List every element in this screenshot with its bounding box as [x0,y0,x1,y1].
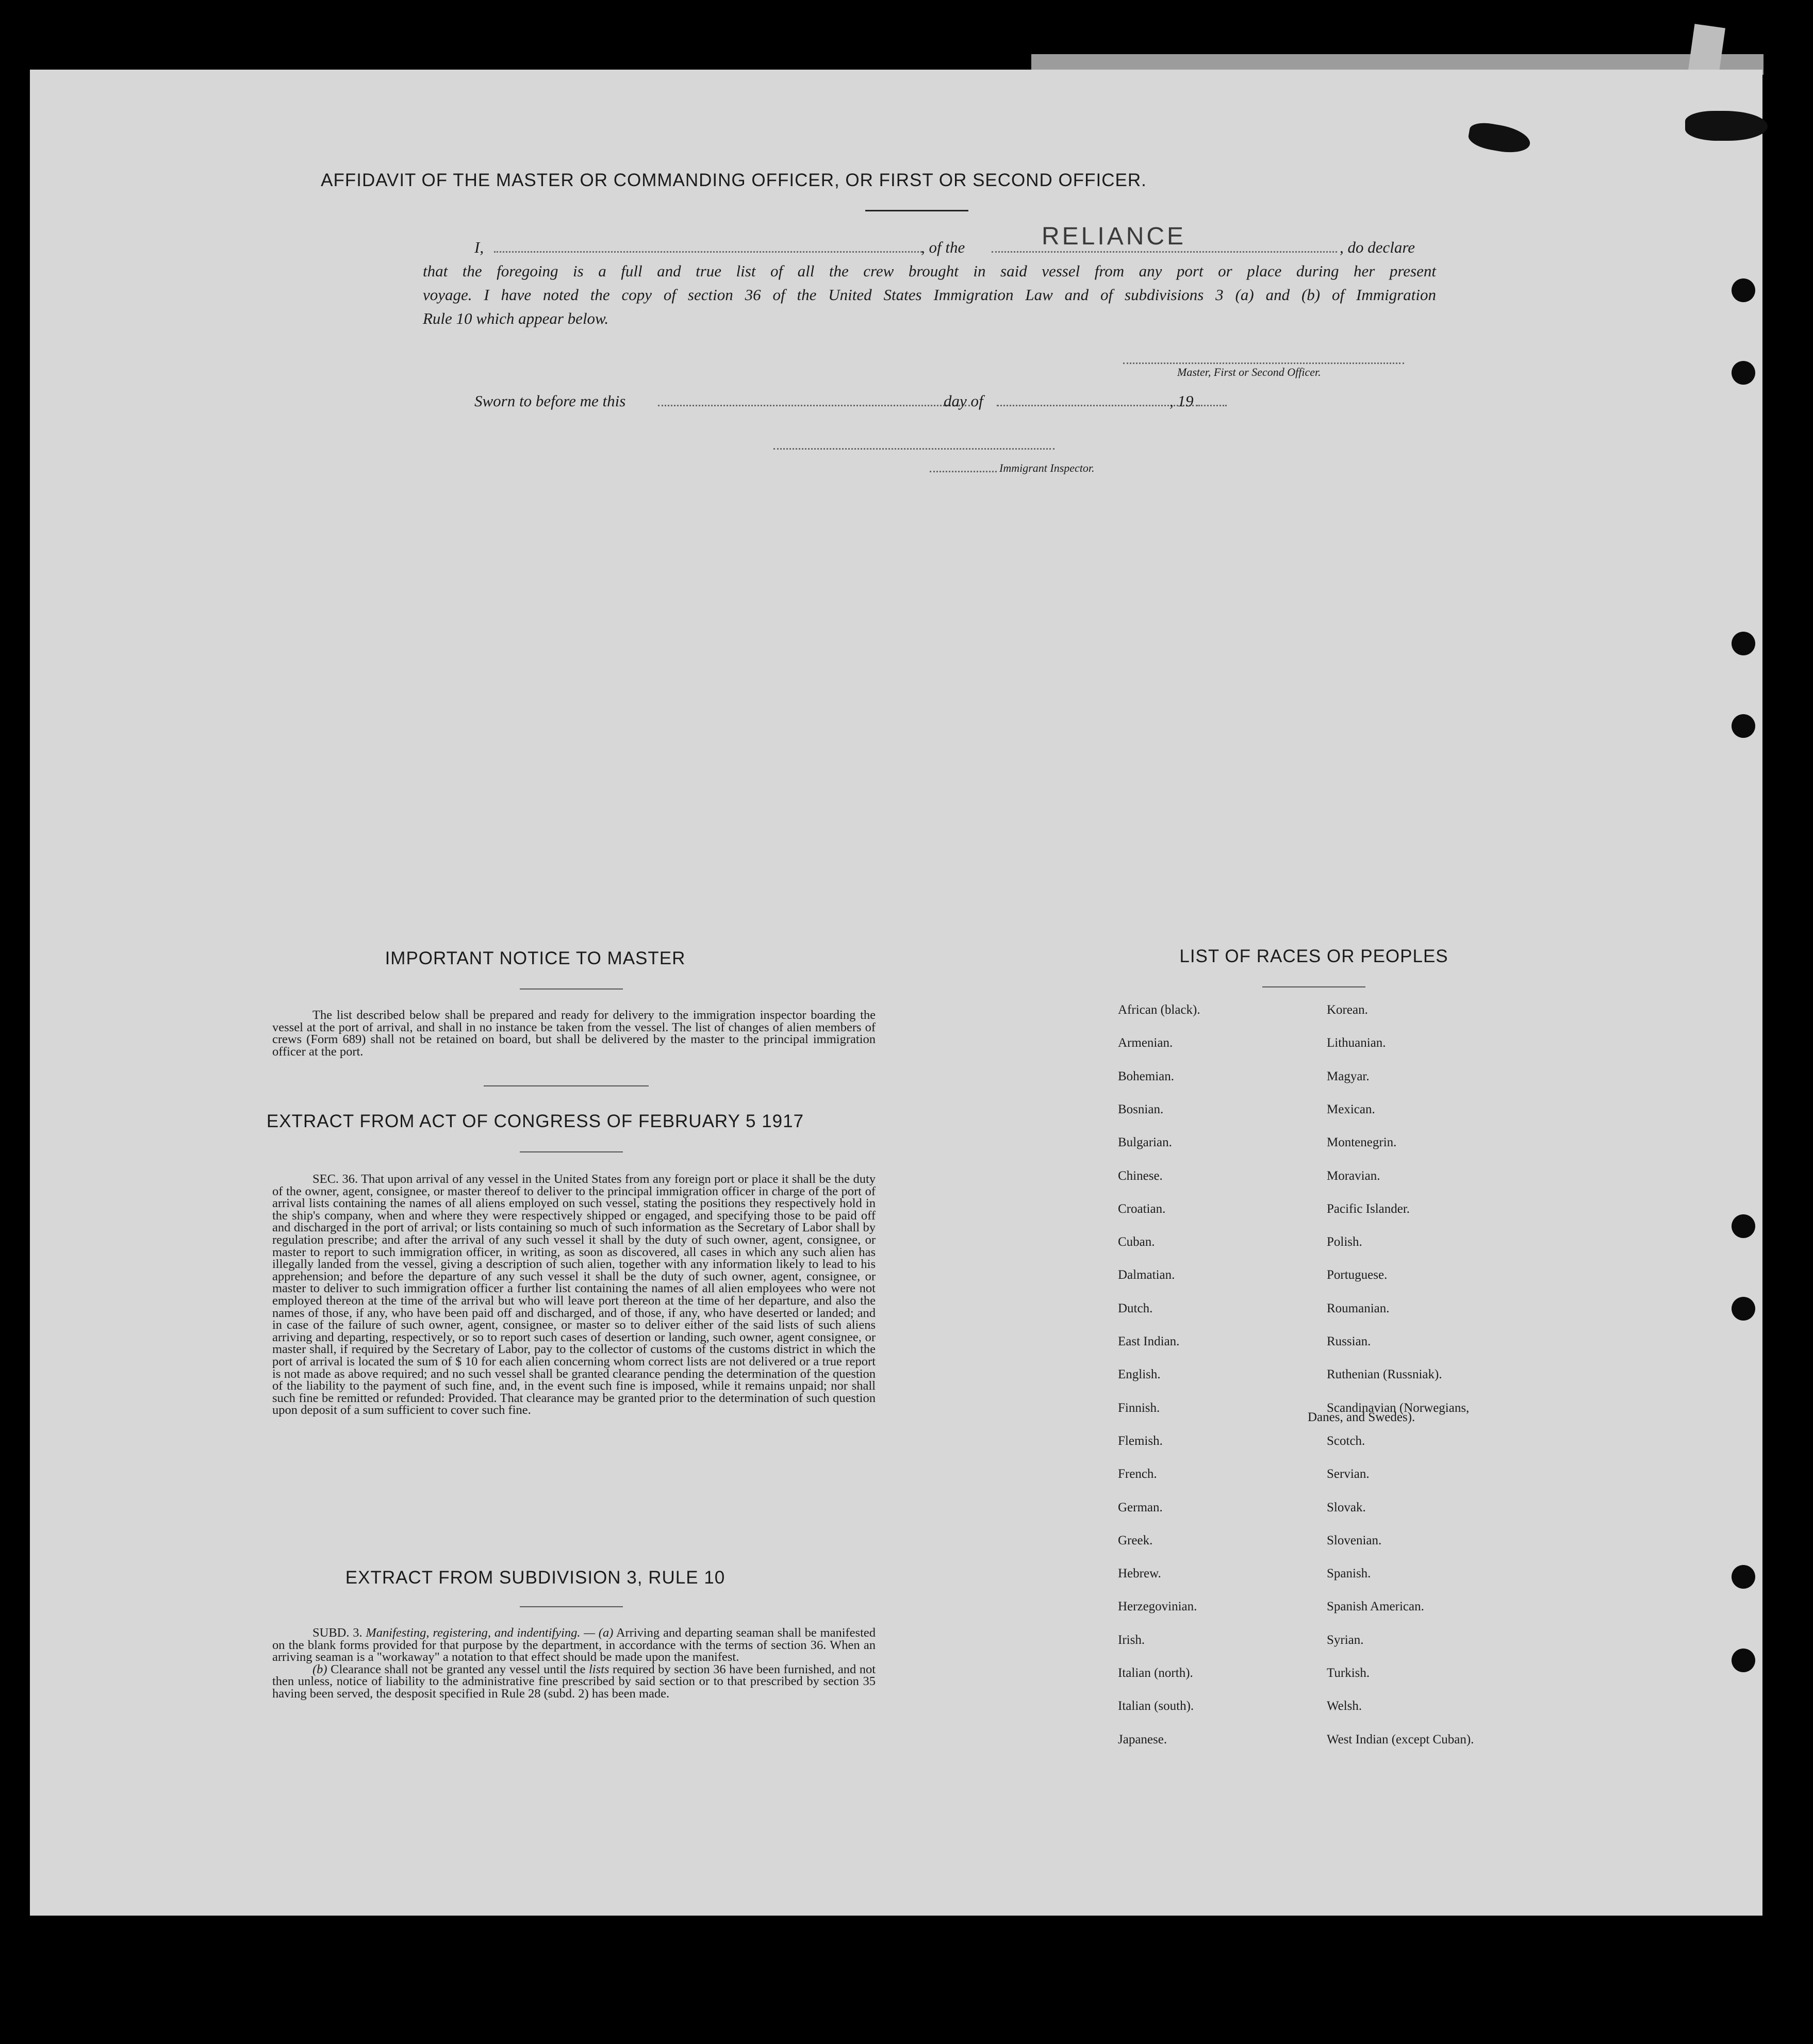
race-item: Spanish. [1327,1567,1371,1580]
notice-text [272,1009,876,1058]
extract-rule-text [272,1627,876,1700]
inspector-caption-leader [930,471,997,472]
subd-3a-paragraph [272,1627,876,1663]
race-item: Armenian. [1118,1036,1173,1050]
punch-hole [1732,632,1755,655]
race-item: Mexican. [1327,1102,1375,1116]
race-item: Servian. [1327,1467,1370,1481]
subd-3b-paragraph [272,1663,876,1700]
race-item: Finnish. [1118,1401,1160,1415]
subd-3a-lead: SUBD. 3. [312,1626,362,1640]
race-item: English. [1118,1367,1161,1381]
race-item: Roumanian. [1327,1301,1390,1315]
page-curl [1688,24,1725,74]
subd-3b-text2: required by section 36 have been furnished, and not then unless, notice of liability to the administrative fine prescribed by said section or to that prescribed by section 35 having been served, the desposit specified in Rule 28 (subd. 2) has been made. [272,1662,876,1701]
affidavit-line1-of-the: , of the [921,238,965,256]
race-item: French. [1118,1467,1157,1481]
subd-3b-text1: Clearance shall not be granted any vessel until the [331,1662,586,1676]
race-item: Italian (north). [1118,1666,1193,1680]
affidavit-line4: Rule 10 which appear below. [423,309,609,327]
master-signature-caption: Master, First or Second Officer. [1177,366,1321,378]
race-item: Ruthenian (Russniak). [1327,1367,1442,1381]
affidavit-line1-i: I, [474,238,484,256]
master-signature-field[interactable] [1123,362,1404,364]
subd-3a-heading: Manifesting, registering, and indentifying. — (a) [366,1626,614,1640]
sworn-day-of: day of [944,392,983,410]
race-item: Bosnian. [1118,1102,1164,1116]
sworn-year: , 19 [1169,392,1194,410]
race-item: Pacific Islander. [1327,1202,1410,1216]
extract-act-text [272,1173,876,1416]
notice-title-rule [520,988,623,990]
race-item: German. [1118,1501,1163,1514]
sworn-day-field[interactable] [658,405,970,406]
sworn-year-field[interactable] [1198,405,1227,406]
sworn-month-field[interactable] [997,405,1198,406]
master-name-field[interactable] [494,251,922,253]
race-item: Polish. [1327,1235,1362,1249]
extract-act-title: EXTRACT FROM ACT OF CONGRESS OF FEBRUARY 5 1917 [266,1111,804,1131]
race-item: Japanese. [1118,1733,1167,1746]
ink-blot [1467,120,1532,156]
punch-hole [1732,1297,1755,1321]
subd-3b-lists: lists [589,1662,609,1676]
race-item: Greek. [1118,1534,1153,1547]
punch-hole [1732,361,1755,385]
affidavit-title: AFFIDAVIT OF THE MASTER OR COMMANDING OFFICER, OR FIRST OR SECOND OFFICER. [321,170,1147,190]
punch-hole [1732,714,1755,738]
race-item: Irish. [1118,1633,1145,1647]
notice-divider [484,1085,649,1086]
affidavit-line2: that the foregoing is a full and true list of all the crew brought in said vessel from any port or place during her present [423,262,1436,280]
race-item: Dutch. [1118,1301,1153,1315]
race-item: Portuguese. [1327,1268,1388,1282]
race-item: Montenegrin. [1327,1135,1397,1149]
vessel-name-stamp: RELIANCE [1042,223,1186,250]
race-item: Flemish. [1118,1434,1163,1448]
race-item: Slovenian. [1327,1534,1382,1547]
race-item: West Indian (except Cuban). [1327,1733,1474,1746]
race-item: Dalmatian. [1118,1268,1175,1282]
race-item: Croatian. [1118,1202,1166,1216]
notice-title: IMPORTANT NOTICE TO MASTER [385,948,686,968]
section-36-paragraph: SEC. 36. That upon arrival of any vessel in the United States from any foreign port or place it shall be the duty of the owner, agent, consignee, or master thereof to deliver to the principal immigration officer in charge of the port of arrival lists containing the names of all aliens employed on such vessel, stating the positions they respectively hold in the ship's company, when and where they were respectively shipped or engaged, and specifying those to be paid off and discharged in the port of arrival; or lists containing so much of such information as the Secretary of Labor shall by regulation prescribe; and after the arrival of any such vessel it shall by the duty of such owner, agent, consignee, or master to report to such immigration officer, in writing, as soon as discovered, all cases in which any such alien has illegally landed from the vessel, giving a description of such alien, together with any information likely to lead to his apprehension; and before the departure of any such vessel it shall be the duty of such owner, agent, consignee, or master to deliver to such immigration officer a further list containing the names of all alien employees who were not employed thereon at the time of the arrival but who will leave port thereon at the time of her departure, and also the names of those, if any, who have been paid off and discharged, and of those, if any, who have deserted or landed; and in case of the failure of such owner, agent, consignee, or master so to deliver either of the said lists of such aliens arriving and departing, respectively, or so to report such cases of desertion or landing, such owner, agent consignee, or master shall, if required by the Secretary of Labor, pay to the collector of customs of the customs district in which the port of arrival is located the sum of $ 10 for each alien concerning whom correct lists are not delivered or a true report is not made as above required; and no such vessel shall be granted clearance pending the determination of the question of the liability to the payment of such fine, and, in the event such fine is imposed, while it remains unpaid; nor shall such fine be remitted or refunded: Provided. That clearance may be granted prior to the determination of such question upon deposit of a sum sufficient to cover such fine. [272,1172,876,1417]
race-scandinavian-continuation: Danes, and Swedes). [1308,1410,1415,1424]
race-item: Welsh. [1327,1699,1362,1713]
punch-hole [1732,1565,1755,1589]
race-item: Herzegovinian. [1118,1600,1197,1613]
race-item: Bulgarian. [1118,1135,1172,1149]
affidavit-title-rule [865,210,968,211]
race-item: Hebrew. [1118,1567,1161,1580]
subd-3b-lead: (b) [312,1662,327,1676]
notice-paragraph: The list described below shall be prepared and ready for delivery to the immigration inspector boarding the vessel at the port of arrival, and shall in no instance be taken from the vessel. The list of changes of alien members of crews (Form 689) shall not be retained on board, but shall be delivered by the master to the principal immigration officer at the port. [272,1008,876,1059]
subd-3a-text: Arriving and departing seaman shall be manifested on the blank forms provided for that purpose by the department, in accordance with the terms of section 36. When an arriving seaman is a "workaway" a notation to that effect should be made upon the manifest. [272,1626,876,1664]
affidavit-line1-declare: , do declare [1340,238,1415,256]
inspector-signature-field[interactable] [773,448,1054,450]
punch-hole [1732,278,1755,302]
ink-blot [1685,111,1768,141]
race-item: Lithuanian. [1327,1036,1386,1050]
race-item: Slovak. [1327,1501,1366,1514]
race-item: Cuban. [1118,1235,1155,1249]
document-page [30,70,1762,1916]
race-item: Chinese. [1118,1169,1163,1183]
affidavit-line3: voyage. I have noted the copy of section 36 of the United States Immigration Law and of subdivisions 3 (a) and (b) of Immigration [423,286,1436,304]
race-item: Scotch. [1327,1434,1365,1448]
inspector-caption: Immigrant Inspector. [999,461,1095,474]
race-item: Bohemian. [1118,1069,1175,1083]
sworn-prefix: Sworn to before me this [474,392,626,410]
race-item: Moravian. [1327,1169,1380,1183]
extract-rule-title-rule [520,1606,623,1607]
races-title-rule [1262,986,1365,987]
punch-hole [1732,1649,1755,1672]
race-item: East Indian. [1118,1334,1180,1348]
race-item: Korean. [1327,1003,1368,1017]
race-item: Magyar. [1327,1069,1370,1083]
race-item: Turkish. [1327,1666,1370,1680]
punch-hole [1732,1214,1755,1238]
race-item: Syrian. [1327,1633,1364,1647]
race-item: Scandinavian (Norwegians, [1327,1401,1470,1415]
race-item: African (black). [1118,1003,1200,1017]
extract-rule-title: EXTRACT FROM SUBDIVISION 3, RULE 10 [345,1568,726,1588]
race-item: Spanish American. [1327,1600,1424,1613]
race-item: Russian. [1327,1334,1371,1348]
extract-act-title-rule [520,1151,623,1152]
races-title: LIST OF RACES OR PEOPLES [1179,946,1448,966]
race-item: Italian (south). [1118,1699,1194,1713]
vessel-name-field[interactable] [992,251,1337,253]
